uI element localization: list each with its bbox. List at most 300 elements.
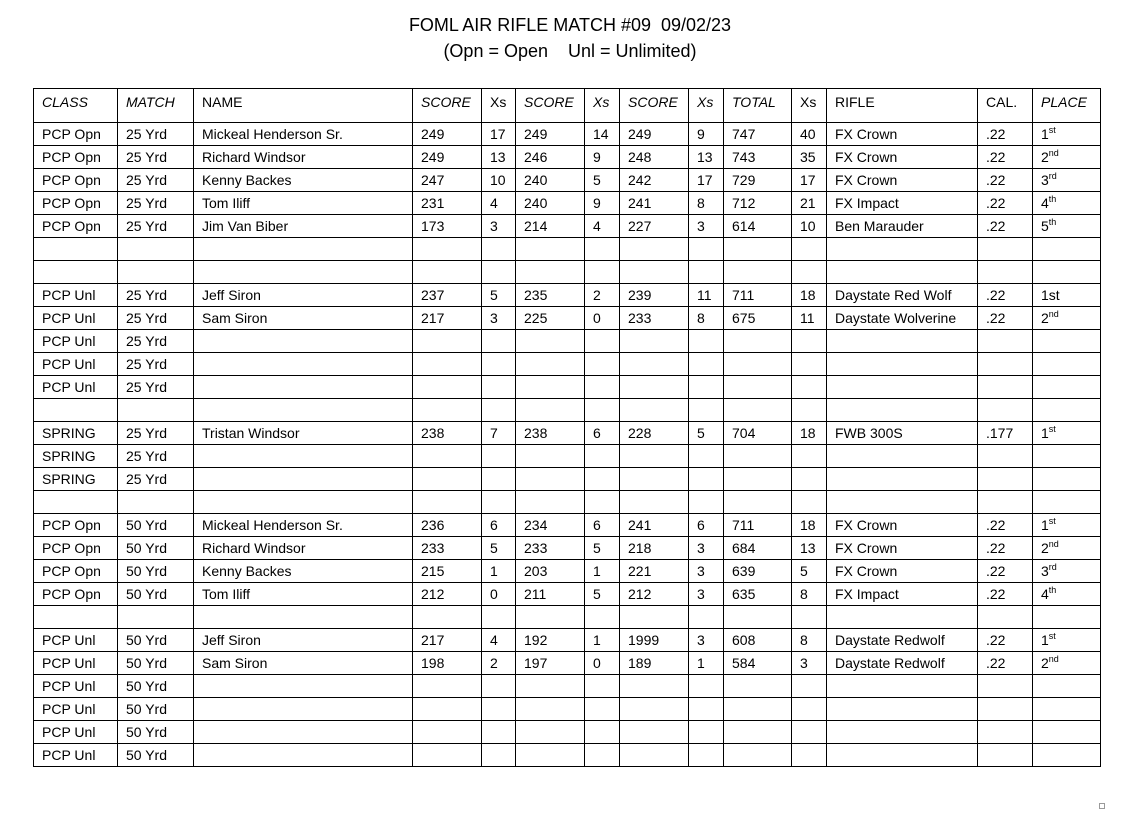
cell-class — [34, 606, 118, 629]
cell-score-3: 218 — [620, 537, 689, 560]
cell-score-3 — [620, 330, 689, 353]
cell-place — [1033, 284, 1101, 307]
place-number: 2 — [1041, 655, 1049, 671]
cell-caliber: .22 — [978, 514, 1033, 537]
cell-caliber — [978, 606, 1033, 629]
cell-rifle: Ben Marauder — [827, 215, 978, 238]
table-row — [34, 422, 1101, 445]
cell-score-3: 189 — [620, 652, 689, 675]
cell-caliber: .22 — [978, 537, 1033, 560]
cell-caliber: .22 — [978, 284, 1033, 307]
cell-name: Kenny Backes — [194, 169, 413, 192]
header-match: MATCH — [118, 89, 194, 123]
cell-score-2: 233 — [516, 537, 585, 560]
header-score-3: SCORE — [620, 89, 689, 123]
cell-class: PCP Opn — [34, 192, 118, 215]
cell-xs-2: 1 — [585, 629, 620, 652]
header-rifle: RIFLE — [827, 89, 978, 123]
cell-caliber: .22 — [978, 652, 1033, 675]
cell-place — [1033, 491, 1101, 514]
cell-xs-total: 8 — [792, 583, 827, 606]
place-number: 2 — [1041, 540, 1049, 556]
cell-place — [1033, 583, 1101, 606]
cell-rifle — [827, 445, 978, 468]
table-row — [34, 353, 1101, 376]
place-number: 1st — [1041, 287, 1060, 303]
cell-score-2: 192 — [516, 629, 585, 652]
cell-score-3: 239 — [620, 284, 689, 307]
table-row — [34, 583, 1101, 606]
cell-score-3 — [620, 238, 689, 261]
cell-match — [118, 238, 194, 261]
cell-xs-total — [792, 445, 827, 468]
cell-xs-total — [792, 330, 827, 353]
place-suffix: th — [1048, 194, 1057, 204]
place-number: 2 — [1041, 310, 1049, 326]
cell-xs-3: 3 — [689, 560, 724, 583]
cell-xs-total: 18 — [792, 422, 827, 445]
cell-xs-total: 35 — [792, 146, 827, 169]
cell-total — [724, 468, 792, 491]
cell-name — [194, 698, 413, 721]
cell-xs-2 — [585, 261, 620, 284]
cell-class: PCP Opn — [34, 123, 118, 146]
cell-class: PCP Unl — [34, 652, 118, 675]
cell-xs-3 — [689, 399, 724, 422]
cell-xs-total — [792, 261, 827, 284]
header-name: NAME — [194, 89, 413, 123]
cell-total: 704 — [724, 422, 792, 445]
cell-rifle: FX Crown — [827, 514, 978, 537]
cell-total: 635 — [724, 583, 792, 606]
cell-total: 712 — [724, 192, 792, 215]
cell-score-1: 173 — [413, 215, 482, 238]
cell-xs-total — [792, 606, 827, 629]
cell-score-3 — [620, 744, 689, 767]
cell-score-1: 238 — [413, 422, 482, 445]
cell-caliber: .22 — [978, 146, 1033, 169]
cell-score-2 — [516, 721, 585, 744]
cell-total: 614 — [724, 215, 792, 238]
cell-place — [1033, 422, 1101, 445]
cell-xs-1 — [482, 399, 516, 422]
cell-name: Tristan Windsor — [194, 422, 413, 445]
header-class: CLASS — [34, 89, 118, 123]
cell-score-2 — [516, 744, 585, 767]
table-row — [34, 445, 1101, 468]
place-number: 3 — [1041, 172, 1049, 188]
cell-caliber — [978, 238, 1033, 261]
cell-score-1: 217 — [413, 307, 482, 330]
cell-match: 25 Yrd — [118, 169, 194, 192]
cell-class: PCP Opn — [34, 514, 118, 537]
cell-score-3: 1999 — [620, 629, 689, 652]
cell-xs-2 — [585, 445, 620, 468]
cell-match: 25 Yrd — [118, 422, 194, 445]
cell-score-1: 233 — [413, 537, 482, 560]
cell-xs-2: 5 — [585, 583, 620, 606]
table-row — [34, 514, 1101, 537]
cell-xs-1: 2 — [482, 652, 516, 675]
table-row — [34, 376, 1101, 399]
cell-total: 747 — [724, 123, 792, 146]
cell-xs-total — [792, 376, 827, 399]
cell-match: 25 Yrd — [118, 307, 194, 330]
cell-xs-1: 10 — [482, 169, 516, 192]
cell-class: SPRING — [34, 468, 118, 491]
cell-match: 50 Yrd — [118, 583, 194, 606]
cell-xs-1: 17 — [482, 123, 516, 146]
header-row — [34, 89, 1101, 123]
cell-class: PCP Unl — [34, 629, 118, 652]
cell-xs-3: 6 — [689, 514, 724, 537]
cell-total — [724, 491, 792, 514]
cell-place — [1033, 123, 1101, 146]
cell-score-3: 221 — [620, 560, 689, 583]
cell-total — [724, 261, 792, 284]
place-suffix: st — [1048, 424, 1056, 434]
cell-name — [194, 238, 413, 261]
cell-match — [118, 399, 194, 422]
cell-xs-2: 0 — [585, 307, 620, 330]
cell-caliber: .22 — [978, 169, 1033, 192]
cell-class: SPRING — [34, 422, 118, 445]
cell-score-2 — [516, 606, 585, 629]
cell-score-3: 241 — [620, 192, 689, 215]
cell-match: 25 Yrd — [118, 330, 194, 353]
cell-xs-1 — [482, 376, 516, 399]
cell-xs-2 — [585, 330, 620, 353]
cell-score-3 — [620, 445, 689, 468]
results-table — [33, 88, 1101, 767]
cell-place — [1033, 468, 1101, 491]
cell-xs-1: 5 — [482, 284, 516, 307]
cell-place — [1033, 514, 1101, 537]
cell-rifle — [827, 744, 978, 767]
cell-name — [194, 445, 413, 468]
cell-name — [194, 721, 413, 744]
place-number: 5 — [1041, 218, 1049, 234]
place-suffix: rd — [1048, 171, 1057, 181]
header-xs-1: Xs — [482, 89, 516, 123]
cell-class: PCP Unl — [34, 698, 118, 721]
cell-score-1: 249 — [413, 146, 482, 169]
place-suffix: th — [1048, 217, 1057, 227]
cell-xs-total: 21 — [792, 192, 827, 215]
cell-place — [1033, 353, 1101, 376]
cell-caliber: .22 — [978, 560, 1033, 583]
cell-score-3 — [620, 376, 689, 399]
cell-xs-total: 3 — [792, 652, 827, 675]
cell-score-1: 237 — [413, 284, 482, 307]
cell-place — [1033, 238, 1101, 261]
cell-score-2: 197 — [516, 652, 585, 675]
cell-caliber — [978, 399, 1033, 422]
cell-match: 25 Yrd — [118, 376, 194, 399]
cell-total: 584 — [724, 652, 792, 675]
cell-rifle: FWB 300S — [827, 422, 978, 445]
title-line-2: (Opn = Open Unl = Unlimited) — [443, 41, 697, 61]
cell-caliber: .22 — [978, 123, 1033, 146]
table-row — [34, 491, 1101, 514]
cell-score-1 — [413, 238, 482, 261]
cell-xs-3: 5 — [689, 422, 724, 445]
cell-xs-1: 7 — [482, 422, 516, 445]
cell-xs-3 — [689, 698, 724, 721]
cell-xs-total: 10 — [792, 215, 827, 238]
cell-score-2: 240 — [516, 169, 585, 192]
cell-caliber: .22 — [978, 307, 1033, 330]
cell-place — [1033, 399, 1101, 422]
cell-place — [1033, 445, 1101, 468]
cell-score-2 — [516, 491, 585, 514]
cell-class — [34, 261, 118, 284]
cell-xs-1: 6 — [482, 514, 516, 537]
cell-place — [1033, 192, 1101, 215]
cell-rifle: Daystate Wolverine — [827, 307, 978, 330]
cell-rifle — [827, 399, 978, 422]
cell-score-3 — [620, 698, 689, 721]
cell-score-2 — [516, 445, 585, 468]
cell-score-2: 214 — [516, 215, 585, 238]
cell-name — [194, 606, 413, 629]
cell-total — [724, 376, 792, 399]
cell-total — [724, 675, 792, 698]
cell-name: Jim Van Biber — [194, 215, 413, 238]
cell-match: 50 Yrd — [118, 698, 194, 721]
cell-xs-total — [792, 721, 827, 744]
cell-xs-3: 9 — [689, 123, 724, 146]
cell-xs-2 — [585, 698, 620, 721]
cell-score-2: 240 — [516, 192, 585, 215]
cell-xs-1 — [482, 491, 516, 514]
cell-score-1 — [413, 399, 482, 422]
cell-total: 684 — [724, 537, 792, 560]
cell-rifle — [827, 698, 978, 721]
table-row — [34, 330, 1101, 353]
cell-score-2 — [516, 698, 585, 721]
cell-xs-1: 13 — [482, 146, 516, 169]
cell-caliber: .22 — [978, 192, 1033, 215]
cell-rifle: Daystate Red Wolf — [827, 284, 978, 307]
cell-xs-total — [792, 238, 827, 261]
cell-name: Tom Iliff — [194, 583, 413, 606]
table-row — [34, 307, 1101, 330]
cell-xs-3: 3 — [689, 537, 724, 560]
table-row — [34, 146, 1101, 169]
table-row — [34, 123, 1101, 146]
cell-xs-1 — [482, 468, 516, 491]
cell-score-3 — [620, 606, 689, 629]
cell-score-3 — [620, 675, 689, 698]
cell-name: Richard Windsor — [194, 146, 413, 169]
cell-class: PCP Unl — [34, 284, 118, 307]
cell-place — [1033, 215, 1101, 238]
cell-score-1 — [413, 330, 482, 353]
cell-rifle — [827, 330, 978, 353]
table-row — [34, 560, 1101, 583]
cell-match: 25 Yrd — [118, 123, 194, 146]
table-row — [34, 261, 1101, 284]
cell-class: PCP Opn — [34, 146, 118, 169]
cell-xs-3 — [689, 330, 724, 353]
cell-place — [1033, 675, 1101, 698]
cell-xs-3 — [689, 721, 724, 744]
cell-total: 711 — [724, 284, 792, 307]
cell-xs-3: 8 — [689, 192, 724, 215]
place-number: 1 — [1041, 126, 1049, 142]
cell-class: PCP Unl — [34, 744, 118, 767]
cell-score-2 — [516, 468, 585, 491]
cell-score-2 — [516, 330, 585, 353]
cell-rifle — [827, 606, 978, 629]
cell-xs-1 — [482, 353, 516, 376]
place-number: 2 — [1041, 149, 1049, 165]
cell-total — [724, 353, 792, 376]
table-row — [34, 698, 1101, 721]
cell-rifle: FX Impact — [827, 583, 978, 606]
cell-xs-total: 40 — [792, 123, 827, 146]
cell-rifle: FX Impact — [827, 192, 978, 215]
cell-class: PCP Opn — [34, 583, 118, 606]
cell-name — [194, 399, 413, 422]
cell-score-1 — [413, 353, 482, 376]
cell-xs-total: 18 — [792, 284, 827, 307]
table-row — [34, 606, 1101, 629]
cell-xs-1 — [482, 330, 516, 353]
cell-score-3 — [620, 261, 689, 284]
cell-xs-3 — [689, 744, 724, 767]
cell-xs-1 — [482, 238, 516, 261]
cell-score-2 — [516, 376, 585, 399]
cell-xs-3: 3 — [689, 629, 724, 652]
cell-total — [724, 606, 792, 629]
cell-score-3 — [620, 491, 689, 514]
cell-xs-2 — [585, 399, 620, 422]
cell-match: 50 Yrd — [118, 560, 194, 583]
cell-score-3: 248 — [620, 146, 689, 169]
cell-caliber — [978, 491, 1033, 514]
cell-rifle — [827, 491, 978, 514]
cell-total — [724, 744, 792, 767]
cell-xs-total — [792, 468, 827, 491]
cell-score-3: 228 — [620, 422, 689, 445]
cell-xs-1: 4 — [482, 629, 516, 652]
cell-xs-3 — [689, 261, 724, 284]
cell-total — [724, 399, 792, 422]
cell-match: 25 Yrd — [118, 192, 194, 215]
cell-score-3: 227 — [620, 215, 689, 238]
cell-xs-2 — [585, 376, 620, 399]
cell-score-3 — [620, 353, 689, 376]
cell-total — [724, 698, 792, 721]
cell-score-2: 235 — [516, 284, 585, 307]
cell-place — [1033, 629, 1101, 652]
cell-rifle: Daystate Redwolf — [827, 652, 978, 675]
cell-xs-3 — [689, 376, 724, 399]
header-xs-2: Xs — [585, 89, 620, 123]
cell-xs-2: 0 — [585, 652, 620, 675]
cell-rifle — [827, 353, 978, 376]
cell-xs-1 — [482, 445, 516, 468]
cell-xs-2 — [585, 353, 620, 376]
cell-score-3 — [620, 721, 689, 744]
place-number: 1 — [1041, 425, 1049, 441]
cell-score-2: 238 — [516, 422, 585, 445]
cell-score-3: 249 — [620, 123, 689, 146]
cell-rifle — [827, 261, 978, 284]
cell-score-1 — [413, 698, 482, 721]
cell-xs-1: 5 — [482, 537, 516, 560]
table-row — [34, 399, 1101, 422]
cell-xs-total: 5 — [792, 560, 827, 583]
cell-total: 639 — [724, 560, 792, 583]
cell-score-2 — [516, 353, 585, 376]
cell-place — [1033, 146, 1101, 169]
cell-rifle — [827, 238, 978, 261]
cell-score-3 — [620, 399, 689, 422]
place-suffix: nd — [1048, 148, 1059, 158]
cell-name — [194, 330, 413, 353]
cell-match: 50 Yrd — [118, 675, 194, 698]
cell-match: 25 Yrd — [118, 284, 194, 307]
cell-caliber — [978, 376, 1033, 399]
cell-match: 25 Yrd — [118, 215, 194, 238]
table-row — [34, 215, 1101, 238]
cell-total — [724, 238, 792, 261]
cell-rifle — [827, 675, 978, 698]
cell-xs-2: 9 — [585, 192, 620, 215]
cell-place — [1033, 698, 1101, 721]
header-place: PLACE — [1033, 89, 1101, 123]
cell-name: Kenny Backes — [194, 560, 413, 583]
table-row — [34, 675, 1101, 698]
cell-xs-3 — [689, 238, 724, 261]
table-row — [34, 284, 1101, 307]
cell-xs-3: 17 — [689, 169, 724, 192]
cell-place — [1033, 560, 1101, 583]
cell-caliber — [978, 744, 1033, 767]
cell-place — [1033, 537, 1101, 560]
place-number: 4 — [1041, 195, 1049, 211]
cell-xs-total: 8 — [792, 629, 827, 652]
cell-match: 50 Yrd — [118, 629, 194, 652]
cell-caliber — [978, 468, 1033, 491]
cell-xs-total — [792, 675, 827, 698]
header-score-1: SCORE — [413, 89, 482, 123]
cell-xs-total — [792, 491, 827, 514]
table-row — [34, 192, 1101, 215]
cell-xs-2 — [585, 744, 620, 767]
cell-xs-2 — [585, 721, 620, 744]
cell-score-1: 198 — [413, 652, 482, 675]
cell-place — [1033, 721, 1101, 744]
cell-xs-1: 0 — [482, 583, 516, 606]
cell-name — [194, 744, 413, 767]
header-xs-3: Xs — [689, 89, 724, 123]
cell-match: 25 Yrd — [118, 445, 194, 468]
cell-score-1: 247 — [413, 169, 482, 192]
cell-total: 743 — [724, 146, 792, 169]
cell-class — [34, 238, 118, 261]
cell-match — [118, 491, 194, 514]
cell-caliber — [978, 721, 1033, 744]
cell-caliber — [978, 353, 1033, 376]
cell-xs-2: 9 — [585, 146, 620, 169]
cell-total — [724, 330, 792, 353]
cell-xs-2: 5 — [585, 537, 620, 560]
cell-class: PCP Unl — [34, 675, 118, 698]
